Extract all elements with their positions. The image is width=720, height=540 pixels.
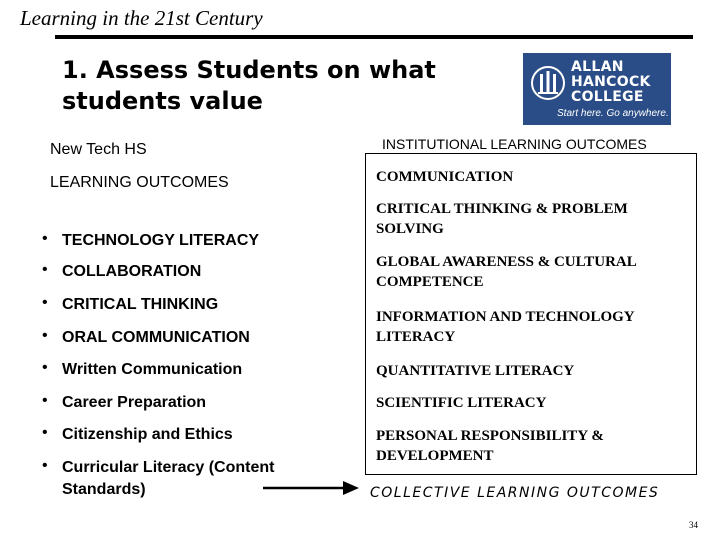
school-name: New Tech HS — [50, 141, 147, 158]
list-item: PERSONAL RESPONSIBILITY & DEVELOPMENT — [376, 428, 604, 464]
learning-outcomes-heading: LEARNING OUTCOMES — [50, 174, 229, 191]
bullet-icon: • — [42, 424, 48, 441]
header-divider — [55, 35, 693, 39]
slide-title — [62, 55, 436, 117]
list-item: INFORMATION AND TECHNOLOGY LITERACY — [376, 309, 635, 345]
list-item: • COLLABORATION — [42, 261, 202, 280]
list-item: SCIENTIFIC LITERACY — [376, 395, 547, 411]
page-number: 34 — [689, 520, 698, 530]
slide-title-line-1: 1. Assess Students on what — [62, 56, 436, 84]
list-item: CRITICAL THINKING & PROBLEM SOLVING — [376, 201, 628, 237]
list-item: • TECHNOLOGY LITERACY — [42, 230, 260, 249]
list-item: GLOBAL AWARENESS & CULTURAL COMPETENCE — [376, 254, 636, 290]
header-title: Learning in the 21st Century — [20, 6, 263, 30]
bullet-icon: • — [42, 294, 48, 311]
college-logo — [523, 53, 671, 125]
list-item: • Written Communication — [42, 359, 243, 378]
logo-tagline: Start here. Go anywhere. — [557, 108, 669, 119]
bullet-icon: • — [42, 392, 48, 409]
slide-title-line-2: students value — [62, 87, 263, 115]
logo-text-line-2: HANCOCK — [571, 74, 651, 90]
list-item: QUANTITATIVE LITERACY — [376, 363, 575, 379]
bullet-icon: • — [42, 261, 48, 278]
logo-text-line-3: COLLEGE — [571, 89, 644, 105]
bullet-icon: • — [42, 359, 48, 376]
institutional-outcomes-box — [365, 153, 697, 475]
bullet-icon: • — [42, 327, 48, 344]
list-item: • ORAL COMMUNICATION — [42, 327, 250, 346]
bullet-icon: • — [42, 230, 48, 247]
list-item: • CRITICAL THINKING — [42, 294, 219, 313]
collective-outcomes-label: COLLECTIVE LEARNING OUTCOMES — [370, 485, 660, 501]
list-item: • Citizenship and Ethics — [42, 424, 233, 443]
institutional-outcomes-heading: INSTITUTIONAL LEARNING OUTCOMES — [382, 136, 647, 152]
bullet-icon: • — [42, 457, 48, 474]
list-item: • Curricular Literacy (Content Standards) — [42, 457, 275, 498]
right-arrow-icon — [263, 480, 359, 496]
logo-text-line-1: ALLAN — [571, 59, 624, 75]
list-item: COMMUNICATION — [376, 169, 514, 185]
list-item: • Career Preparation — [42, 392, 207, 411]
college-emblem-icon — [531, 63, 565, 103]
